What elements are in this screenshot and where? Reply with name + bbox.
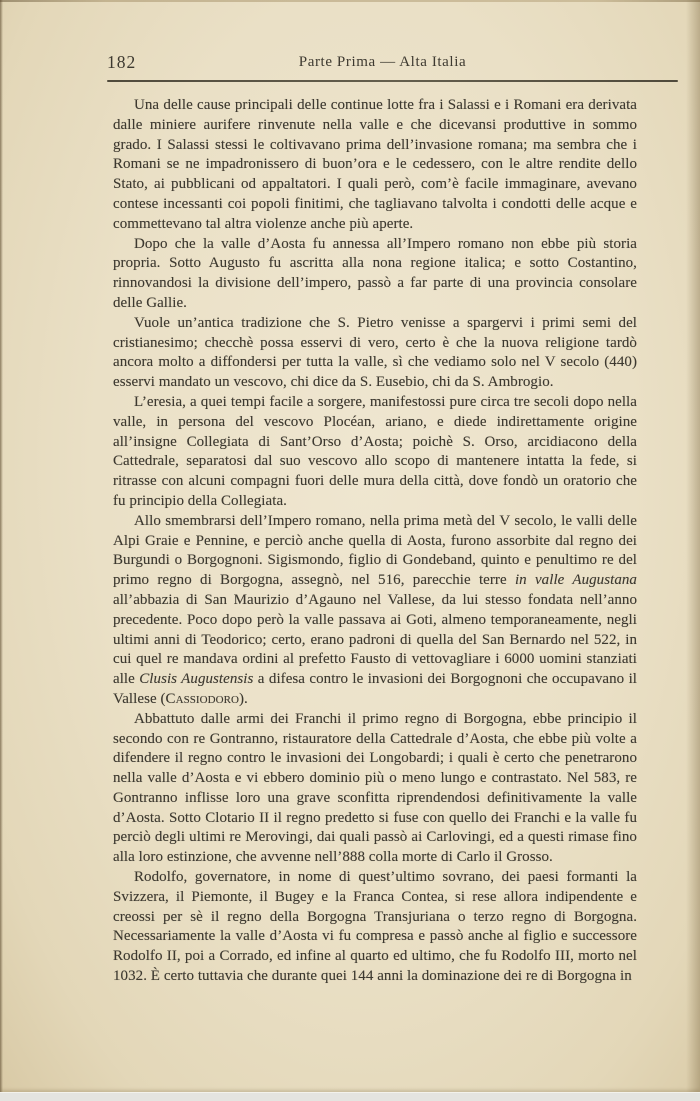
page-header — [107, 50, 678, 74]
paragraph — [113, 710, 637, 868]
text-run: ). — [238, 690, 248, 707]
text-run: Clusis Augustensis — [139, 671, 254, 688]
running-title: Parte Prima — Alta Italia — [298, 54, 467, 70]
paragraph — [113, 314, 637, 393]
text-run: Abbattuto dalle armi dei Franchi il primo regno di Borgogna, ebbe principio il secondo con re Gontranno, ristauratore della Cattedrale d’Aosta, che ebbe più volte a difendere il regno contro le invasioni dei Longobardi; i quali è certo che penetrarono nella valle d’Aosta e vi ebbero dominio più o meno lungo e contrastato. Nel 583, re Gontranno inflisse loro una grave sconfitta riprendendosi definitivamente la valle d’Aosta. Sotto Clotario II il regno predetto si fuse con quello dei Franchi e la valle fu perciò degli ultimi re Merovingi, dai quali passò ai Carlovingi, ed a questi rimase fino alla loro estinzione, che avvenne nell’888 colla morte di Carlo il Grosso. — [113, 710, 637, 866]
scan-bottom-edge — [0, 1092, 700, 1101]
text-run: Cassiodoro — [165, 690, 239, 707]
page-edge-right — [686, 0, 700, 1101]
page-number: 182 — [107, 52, 137, 72]
text-run: L’eresia, a quei tempi facile a sorgere, manifestossi pure circa tre secoli dopo nella valle, in persona del vescovo Plocéan, ariano, e diede indirettamente origine all’insigne Collegiata di Sant’Orso d’Aosta; poichè S. Orso, arcidiacono della Cattedrale, separatosi dal suo vescovo allo scopo di mantenere intatta la fede, si ritrasse con alcuni compagni fuori delle mura della città, dove fondò un oratorio che fu principio della Collegiata. — [113, 393, 637, 509]
text-run: all’abbazia di San Maurizio d’Agauno nel Vallese, da lui stesso fondata nell’anno precedente. Poco dopo però la valle passava ai Goti, almeno temporaneamente, negli ultimi anni di Teodorico; certo, erano padroni di quella del San Bernardo nel 522, in cui quel re mandava ordini al prefetto Fausto di vettovagliare i 6000 uomini stanziati alle — [113, 591, 637, 688]
page-body — [113, 96, 637, 987]
text-run: Rodolfo, governatore, in nome di quest’ultimo sovrano, dei paesi formanti la Svizzera, il Piemonte, il Bugey e la Franca Contea, si rese allora indipendente e creossi per sè il regno della Borgogna Transjuriana o terzo regno di Borgogna. Necessariamente la valle d’Aosta vi fu compresa e passò anche al figlio e successore Rodolfo II, poi a Corrado, ed infine al quarto ed ultimo, che fu Rodolfo III, morto nel 1032. È certo tuttavia che durante quei 144 anni la dominazione dei re di Borgogna in — [113, 869, 637, 985]
paragraph — [113, 512, 637, 710]
page-edge-top — [0, 0, 700, 2]
text-run: Dopo che la valle d’Aosta fu annessa all’Impero romano non ebbe più storia propria. Sotto Augusto fu ascritta alla nona regione italica; e sotto Costantino, rinnovandosi la divisione dell’impero, passò a far parte di una provincia consolare delle Gallie. — [113, 235, 637, 311]
text-run: Vuole un’antica tradizione che S. Pietro venisse a spargervi i primi semi del cristianesimo; checchè possa esservi di vero, certo è che la nuova religione tardò ancora molto a diffondersi per tutta la valle, sì che vediamo solo nel V secolo (440) esservi mandato un vescovo, chi dice da S. Eusebio, chi da S. Ambrogio. — [113, 314, 637, 391]
page-edge-left — [0, 0, 3, 1101]
header-rule — [107, 80, 678, 82]
paragraph — [113, 96, 637, 235]
text-run: a difesa contro le invasioni dei Borgognoni che occupavano il Vallese ( — [113, 671, 638, 707]
paragraph — [113, 868, 637, 987]
paragraph — [113, 393, 637, 512]
paragraph — [113, 235, 637, 314]
text-run: Allo smembrarsi dell’Impero romano, nella prima metà del V secolo, le valli delle Alpi Graie e Pennine, e perciò anche quella di Aosta, furono assorbite dal regno dei Burgundi o Borgognoni. Sigismondo, figlio di Gondeband, quinto e penultimo re del primo regno di Borgogna, assegnò, nel 516, parecchie terre — [113, 512, 637, 589]
text-run: in valle Augustana — [514, 572, 637, 589]
text-run: Una delle cause principali delle continue lotte fra i Salassi e i Romani era derivata dalle miniere aurifere rinvenute nella valle e che dicevansi produttive in sommo grado. I Salassi stessi le coltivavano prima dell’invasione romana; ma sembra che i Romani se ne impadronissero di buon’ora e le cedessero, con le altre rendite dello Stato, ai pubblicani od appaltatori. I quali però, com’è facile immaginare, avevano contese incessanti coi popoli finitimi, che tagliavano talvolta i condotti delle acque e commettevano tal altra violenze anche più aperte. — [113, 97, 637, 232]
